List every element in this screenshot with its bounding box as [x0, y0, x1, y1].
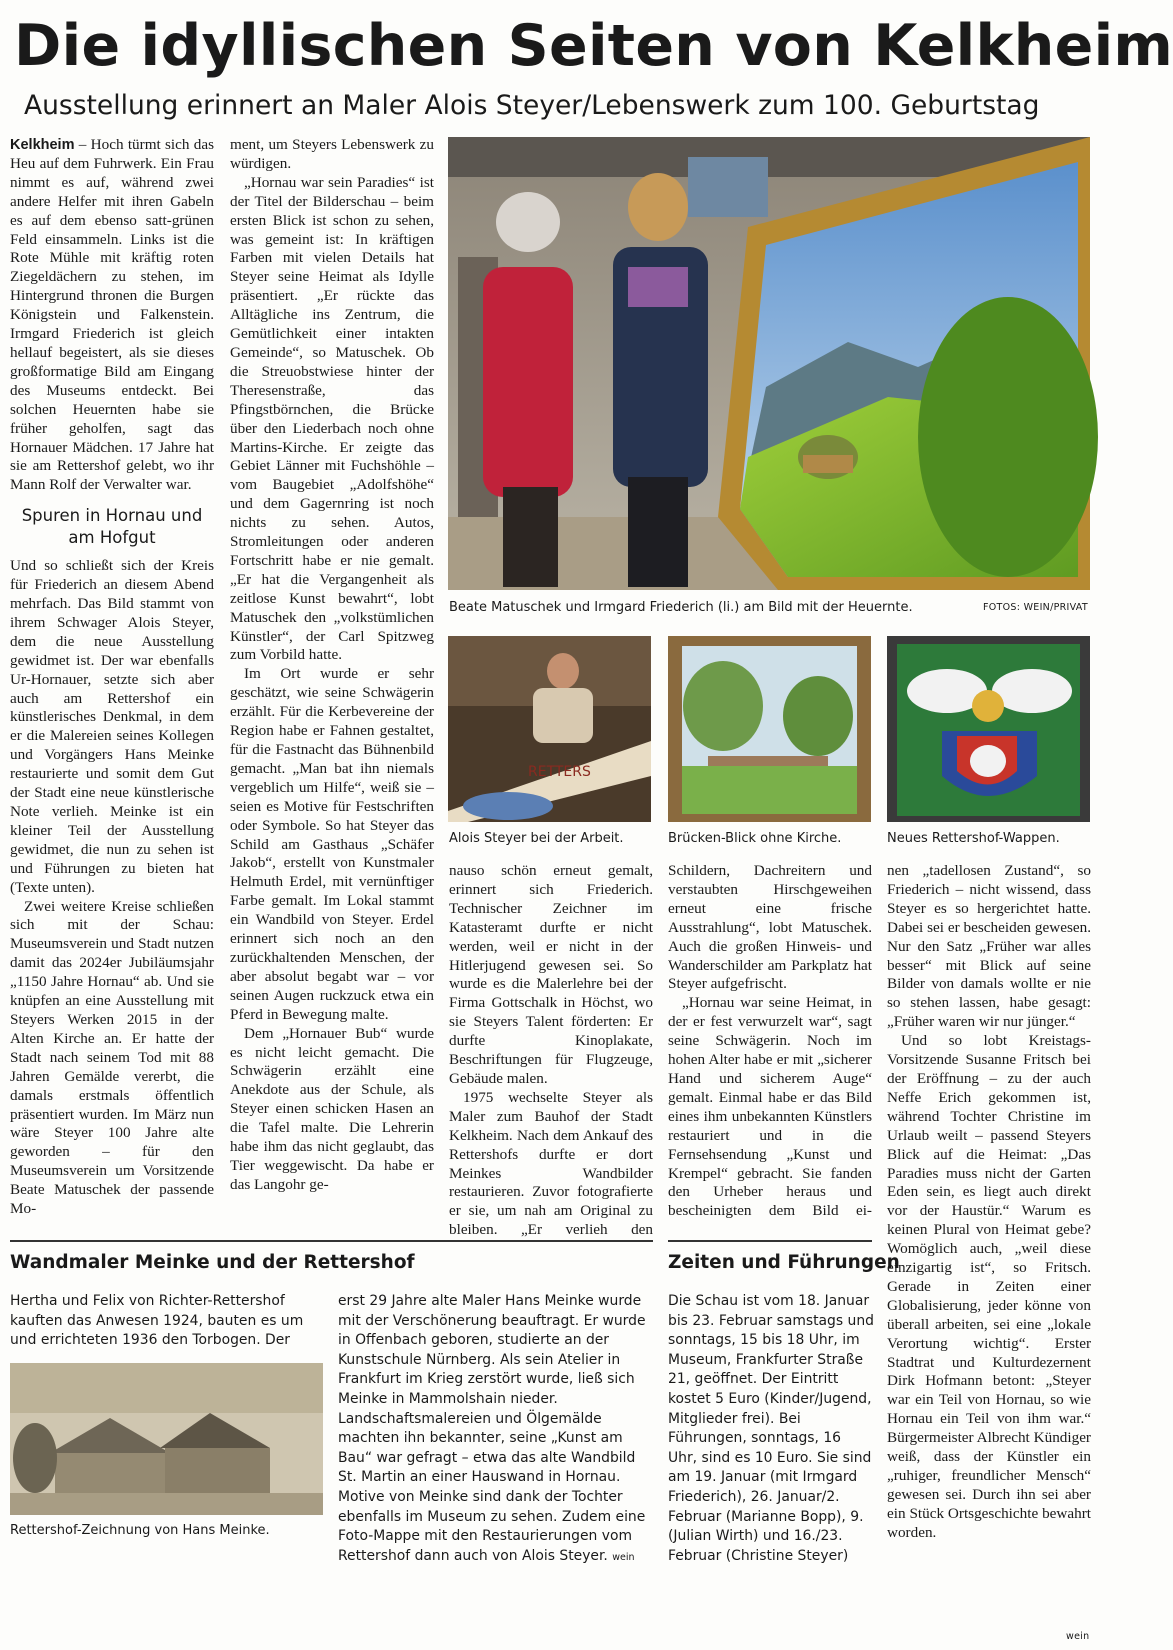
box-text: erst 29 Jahre alte Maler Hans Meinke wurde mit der Verschönerung beauftragt. Er wurde in Offenbach geboren, studierte an der Kunstschule Nürnberg. Als sein Atelier in Frankfurt im Krieg zerstört wurde, ließ sich Meinke in Mammolshain nieder. Landschaftsmalereien und Ölgemälde machten ihn bekannter, seine „Kunst am Bau“ war gefragt – etwa das alte Wandbild St. Martin an einer Hauswand in Hornau. Motive von Meinke sind dank der Tochter ebenfalls im Museum zu sehen. Zudem eine Foto-Mappe mit den Restaurierungen vom Rettershof dann auch von Alois Steyer.: [338, 1293, 646, 1564]
photo-painting-bridge: [668, 636, 871, 822]
box-meinke-title: Wandmaler Meinke und der Rettershof: [10, 1252, 415, 1273]
photo-credit: FOTOS: WEIN/PRIVAT: [983, 602, 1088, 613]
main-photo-caption: Beate Matuschek und Irmgard Friederich (li.) am Bild mit der Heuernte.: [449, 600, 913, 615]
article-paragraph: Und so lobt Kreistags-Vorsitzende Susanne Fritsch bei der Eröffnung – zu der auch Neffe Erich gekommen ist, während Tochter Christine im Urlaub weilt – passend Steyers Blick auf die Heimat: „Das Paradies muss nicht der Garten Eden sein, es liegt auch direkt vor der Haustür.“ Warum es keinen Plural von Heimat gebe? Womöglich auch, „weil diese einzigartig ist“, so Fritsch. Gerade in Zeiten einer Globalisierung, jeder könne von überall arbeiten, sei eine „lokale Verortung wichtig“. Erster Stadtrat und Kulturdezernent Dirk Hofmann betont: „Steyer war ein Teil von Hornau, so wie Hornau ein Teil von ihm war.“ Bürgermeister Albrecht Kündiger weiß, dass der Künstler ein „ruhiger, freundlicher Mensch“ gewesen sei. Durch ihn sei aber ein Stück Ortsgeschichte bewahrt worden.: [887, 1032, 1091, 1541]
article-paragraph: „Hornau war sein Paradies“ ist der Titel der Bilderschau – beim ersten Blick ist schon zu sehen, was gemeint ist: In kräftigen Farben mit vielen Details hat Steyer seine Heimat als Idylle präsentiert. „Er rückte das Alltägliche ins Zentrum, die Gemütlichkeit einer intakten Gemeinde“, so Matuschek. Ob die Streuobstwiese hinter der Theresenstraße, das Pfingstbörnchen, die Brücke über den Liederbach noch ohne Martins-Kirche. Er zeigte das Gebiet Länner mit Fuchshöhle – vom Baugebiet „Adolfshöhe“ und dem Gagernring ist noch nichts zu sehen. Autos, Stromleitungen oder anderen Fortschritt habe er nie gemalt. „Er hat die Vergangenheit als zeitlose Kunst bewahrt“, lobt Matuschek den „volkstümlichen Künstler“, der Carl Spitzweg zum Vorbild hatte.: [230, 173, 434, 664]
article-column-2: [230, 136, 434, 1224]
article-column-5: [887, 862, 1091, 1622]
photo-women-with-painting: [448, 137, 1090, 590]
article-text: – Hoch türmt sich das Heu auf dem Fuhrwerk. Ein Frau nimmt es auf, während zwei andere Helfer mit ihren Gabeln es auf dem ebenso satt-grünen Feld einsammeln. Links ist die Rote Mühle mit kräftig roten Ziegeldächern zu stehen, im Hintergrund thronen die Burgen Königstein und Falkenstein. Irmgard Friederich ist gleich hellauf begeistert, als sie dieses großformatige Bild am Eingang des Museums entdeckt. Bei solchen Heuernten habe sie früher geholfen, sagt das Hornauer Mädchen. 17 Jahre hat sie am Rettershof gelebt, wo ihr Mann Rolf der Verwalter war.: [10, 136, 214, 494]
dateline: Kelkheim: [10, 137, 75, 153]
box-paragraph: Hertha und Felix von Richter-Rettershof kauften das Anwesen 1924, bauten es um und errichteten 1936 den Torbogen. Der: [10, 1293, 304, 1349]
photo-painter: [448, 636, 651, 822]
article-paragraph: Schildern, Dachreitern und verstaubten Hirschgeweihen erneut eine frische Ausstrahlung“, lobt Matuschek. Auch die großen Hinweis- und Wanderschilder am Parkplatz hat Steyer aufgefrischt.: [668, 862, 872, 993]
photo-bruecken-blick: [668, 636, 871, 822]
article-paragraph: ment, um Steyers Lebenswerk zu würdigen.: [230, 136, 434, 172]
photo-coat-of-arms: [887, 636, 1090, 822]
article-column-3: [449, 862, 653, 1239]
article-column-1: [10, 136, 214, 1224]
box-signature: wein: [612, 1551, 635, 1563]
small-photo-caption-2: Brücken-Blick ohne Kirche.: [668, 831, 842, 846]
article-signature: wein: [1066, 1631, 1090, 1642]
box-rule-zeiten: [668, 1240, 872, 1242]
headline: Die idyllischen Seiten von Kelkheim: [14, 13, 1173, 79]
photo-steyer-at-work: [448, 636, 651, 822]
meinke-drawing-caption: Rettershof-Zeichnung von Hans Meinke.: [10, 1523, 270, 1538]
sign-lettering: RETTERS: [528, 764, 591, 780]
box-paragraph: [338, 1292, 653, 1567]
photo-rettershof-wappen: [887, 636, 1090, 822]
small-photo-caption-1: Alois Steyer bei der Arbeit.: [449, 831, 624, 846]
article-paragraph: 1975 wechselte Steyer als Maler zum Bauhof der Stadt Kelkheim. Nach dem Ankauf des Rettershofs durfte er dort Meinkes Wandbilder restaurieren. Zuvor fotografierte er sie, um nah am Original zu bleiben. „Er verlieh den: [449, 1088, 653, 1239]
meinke-drawing: [10, 1363, 323, 1515]
box-zeiten-title: Zeiten und Führungen: [668, 1252, 900, 1273]
box-paragraph: Die Schau ist vom 18. Januar bis 23. Februar samstags und sonntags, 15 bis 18 Uhr, im Museum, Frankfurter Straße 21, geöffnet. Der Eintritt kostet 5 Euro (Kinder/Jugend, Mitglieder frei). Bei Führungen, sonntags, 16 Uhr, sind es 10 Euro. Sie sind am 19. Januar (mit Irmgard Friederich), 26. Januar/2. Februar (Marianne Bopp), 9. (Julian Wirth) und 16./23. Februar (Christine Steyer): [668, 1293, 874, 1564]
article-paragraph: „Hornau war seine Heimat, in der er fest verwurzelt war“, sagt seine Schwägerin. Noch im hohen Alter habe er mit „sicherer Hand und sicherem Auge“ gemalt. Einmal habe er das Bild eines ihm unbekannten Künstlers restauriert und in die Fernsehsendung „Kunst und Krempel“ gebracht. Sie fanden den Urheber heraus und bescheinigten dem Bild ei-: [668, 994, 872, 1220]
article-paragraph: nen „tadellosen Zustand“, so Friederich – nicht wissend, dass Steyer es so hergerichtet hatte. Dabei sei er bescheiden gewesen. Nur den Satz „Früher war alles besser“ mit Blick auf seine Bilder von damals wollte er nie so stehen lassen, habe gesagt: „Früher waren wir nur jünger.“: [887, 862, 1091, 1031]
article-paragraph: Und so schließt sich der Kreis für Friederich an diesem Abend mehrfach. Das Bild stammt von ihrem Schwager Alois Steyer, dem die neue Ausstellung gewidmet ist. Der war ebenfalls Ur-Hornauer, setzte sich aber auch am Rettershof ein künstlerisches Denkmal, in dem er die Malereien seines Kollegen und Vorgängers Hans Meinke restaurierte und somit dem Gut der Stadt eine neue künstlerische Note verlieh. Meinke ist ein kleiner Teil der Ausstellung gewidmet, die nun zu sehen ist und Führungen zu bieten hat (Texte unten).: [10, 557, 214, 896]
article-paragraph: Zwei weitere Kreise schließen sich mit der Schau: Museumsverein und Stadt nutzen damit das 2024er Jubiläumsjahr „1150 Jahre Hornau“ ab. Und sie knüpfen an eine Ausstellung mit Steyers Werken 2015 in der Alten Kirche an. Er hatte der Stadt nach seinem Tod mit 88 Jahren Gemälde vererbt, die damals erstmals öffentlich präsentiert wurden. Im März nun wäre Steyer 100 Jahre alte geworden – für den Museumsverein um Vorsitzende Beate Matuschek der passende Mo-: [10, 897, 214, 1218]
small-photo-caption-3: Neues Rettershof-Wappen.: [887, 831, 1060, 846]
subheadline: Ausstellung erinnert an Maler Alois Steyer/Lebenswerk zum 100. Geburtstag: [24, 90, 1040, 121]
box-meinke-text-left: [10, 1292, 320, 1352]
drawing-rettershof: [10, 1363, 323, 1515]
article-paragraph: nauso schön erneut gemalt, erinnert sich Friederich. Technischer Zeichner im Katasteramt durfte er nicht werden, weil er nicht in der Hitlerjugend gewesen sei. So wurde es die Malerlehre bei der Firma Gottschalk in Höchst, wo sie Steyers Talent förderten: Er durfte Kinoplakate, Beschriftungen für Flugzeuge, Gebäude malen.: [449, 862, 653, 1087]
article-paragraph: [10, 136, 214, 495]
article-paragraph: Dem „Hornauer Bub“ wurde es nicht leicht gemacht. Die Schwägerin erzählt eine Anekdote aus der Schule, als Steyer einen schicken Hasen an die Tafel malte. Die Lehrerin habe ihm das nicht geglaubt, das Tier weggewischt. Da habe er das Langohr ge-: [230, 1024, 434, 1193]
article-paragraph: Im Ort wurde er sehr geschätzt, wie seine Schwägerin erzählt. Für die Kerbevereine der Region habe er Fahnen gestaltet, für die Fastnacht das Bühnenbild gemacht. „Man bat ihn niemals vergeblich um Hilfe“, weiß sie – seien es Motive für Festschriften oder Symbole. So hat Steyer das Schild am Gasthaus „Schäfer Jakob“, erstellt von Kunstmaler Helmuth Erdel, mit vernünftiger Farbe gemalt. Im Lokal stammt ein Wandbild von Steyer. Erdel erinnert sich noch an den zurückhaltenden Menschen, der aber absolut begabt war – vor seinen Augen ruckzuck etwa ein Pferd in Bewegung malte.: [230, 665, 434, 1023]
box-rule-meinke: [10, 1240, 653, 1242]
article-subhead: Spuren in Hornau und am Hofgut: [21, 506, 203, 548]
main-photo: [448, 137, 1090, 590]
article-column-4: [668, 862, 872, 1224]
box-zeiten-text: [668, 1292, 874, 1564]
box-meinke-text-right: [338, 1292, 653, 1564]
